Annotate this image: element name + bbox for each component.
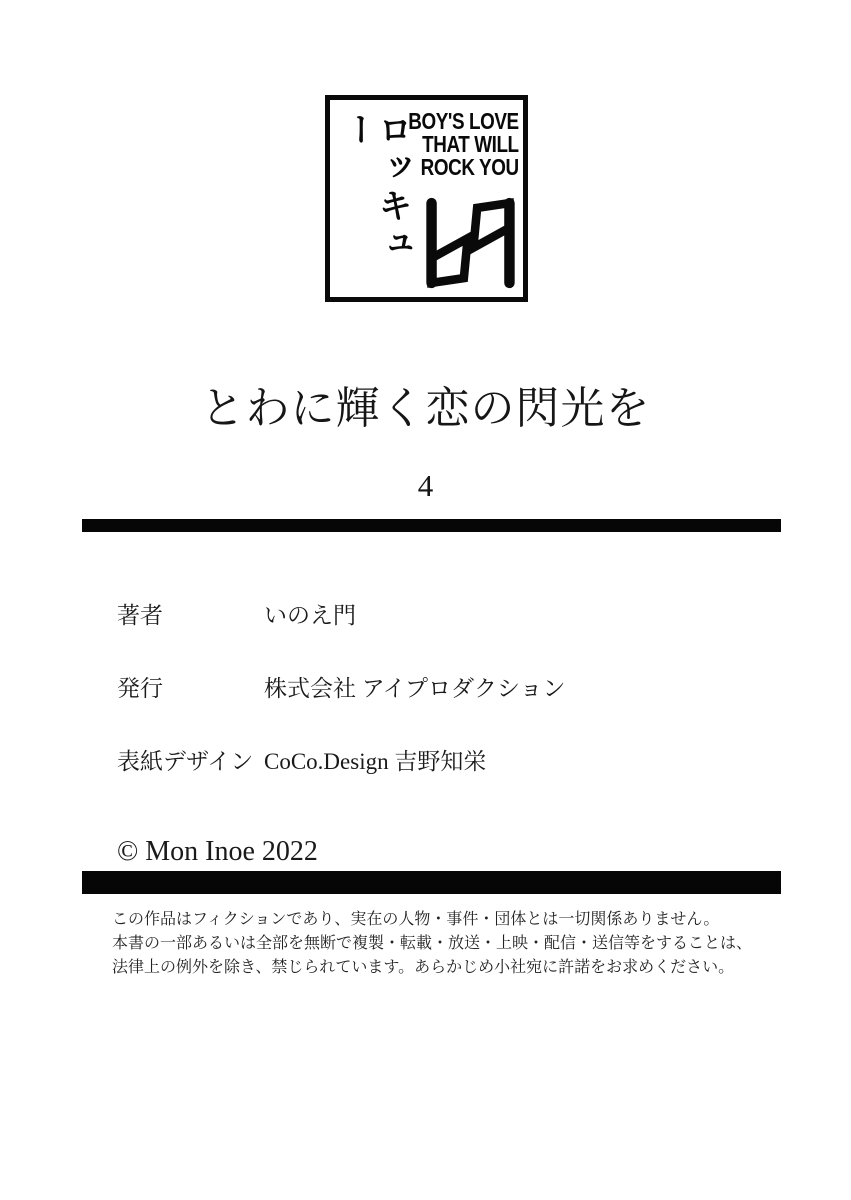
logo-tagline [409,110,519,179]
logo-tagline-line: BOY'S LOVE [408,108,519,134]
credit-label-publisher: 発行 [117,676,163,701]
volume-number: 4 [417,468,434,503]
credit-label-author: 著者 [117,603,163,628]
disclaimer-line: 本書の一部あるいは全部を無断で複製・転載・放送・上映・配信・送信等をすることは、 [112,935,753,952]
divider-rule-bottom [82,871,781,894]
credit-value-cover-design: CoCo.Design 吉野知栄 [264,749,487,774]
legal-disclaimer [112,908,772,980]
disclaimer-line: この作品はフィクションであり、実在の人物・事件・団体とは一切関係ありません。 [112,911,720,928]
credit-value-publisher: 株式会社 アイプロダクション [264,676,566,701]
publisher-logo-box [325,95,528,302]
disclaimer-line: 法律上の例外を除き、禁じられています。あらかじめ小社宛に許諾をお求めください。 [112,959,735,976]
logo-vertical-text: ロッキュー [339,112,411,264]
copyright-notice: © Mon Inoe 2022 [117,836,318,867]
credit-value-author: いのえ門 [264,603,356,628]
divider-rule-top [82,519,781,532]
credit-label-cover-design: 表紙デザイン [117,749,254,774]
logo-tagline-line: ROCK YOU [420,154,519,180]
logo-tagline-line: THAT WILL [422,131,519,157]
book-title: とわに輝く恋の閃光を [200,384,651,433]
logo-69-glyph [423,195,518,291]
